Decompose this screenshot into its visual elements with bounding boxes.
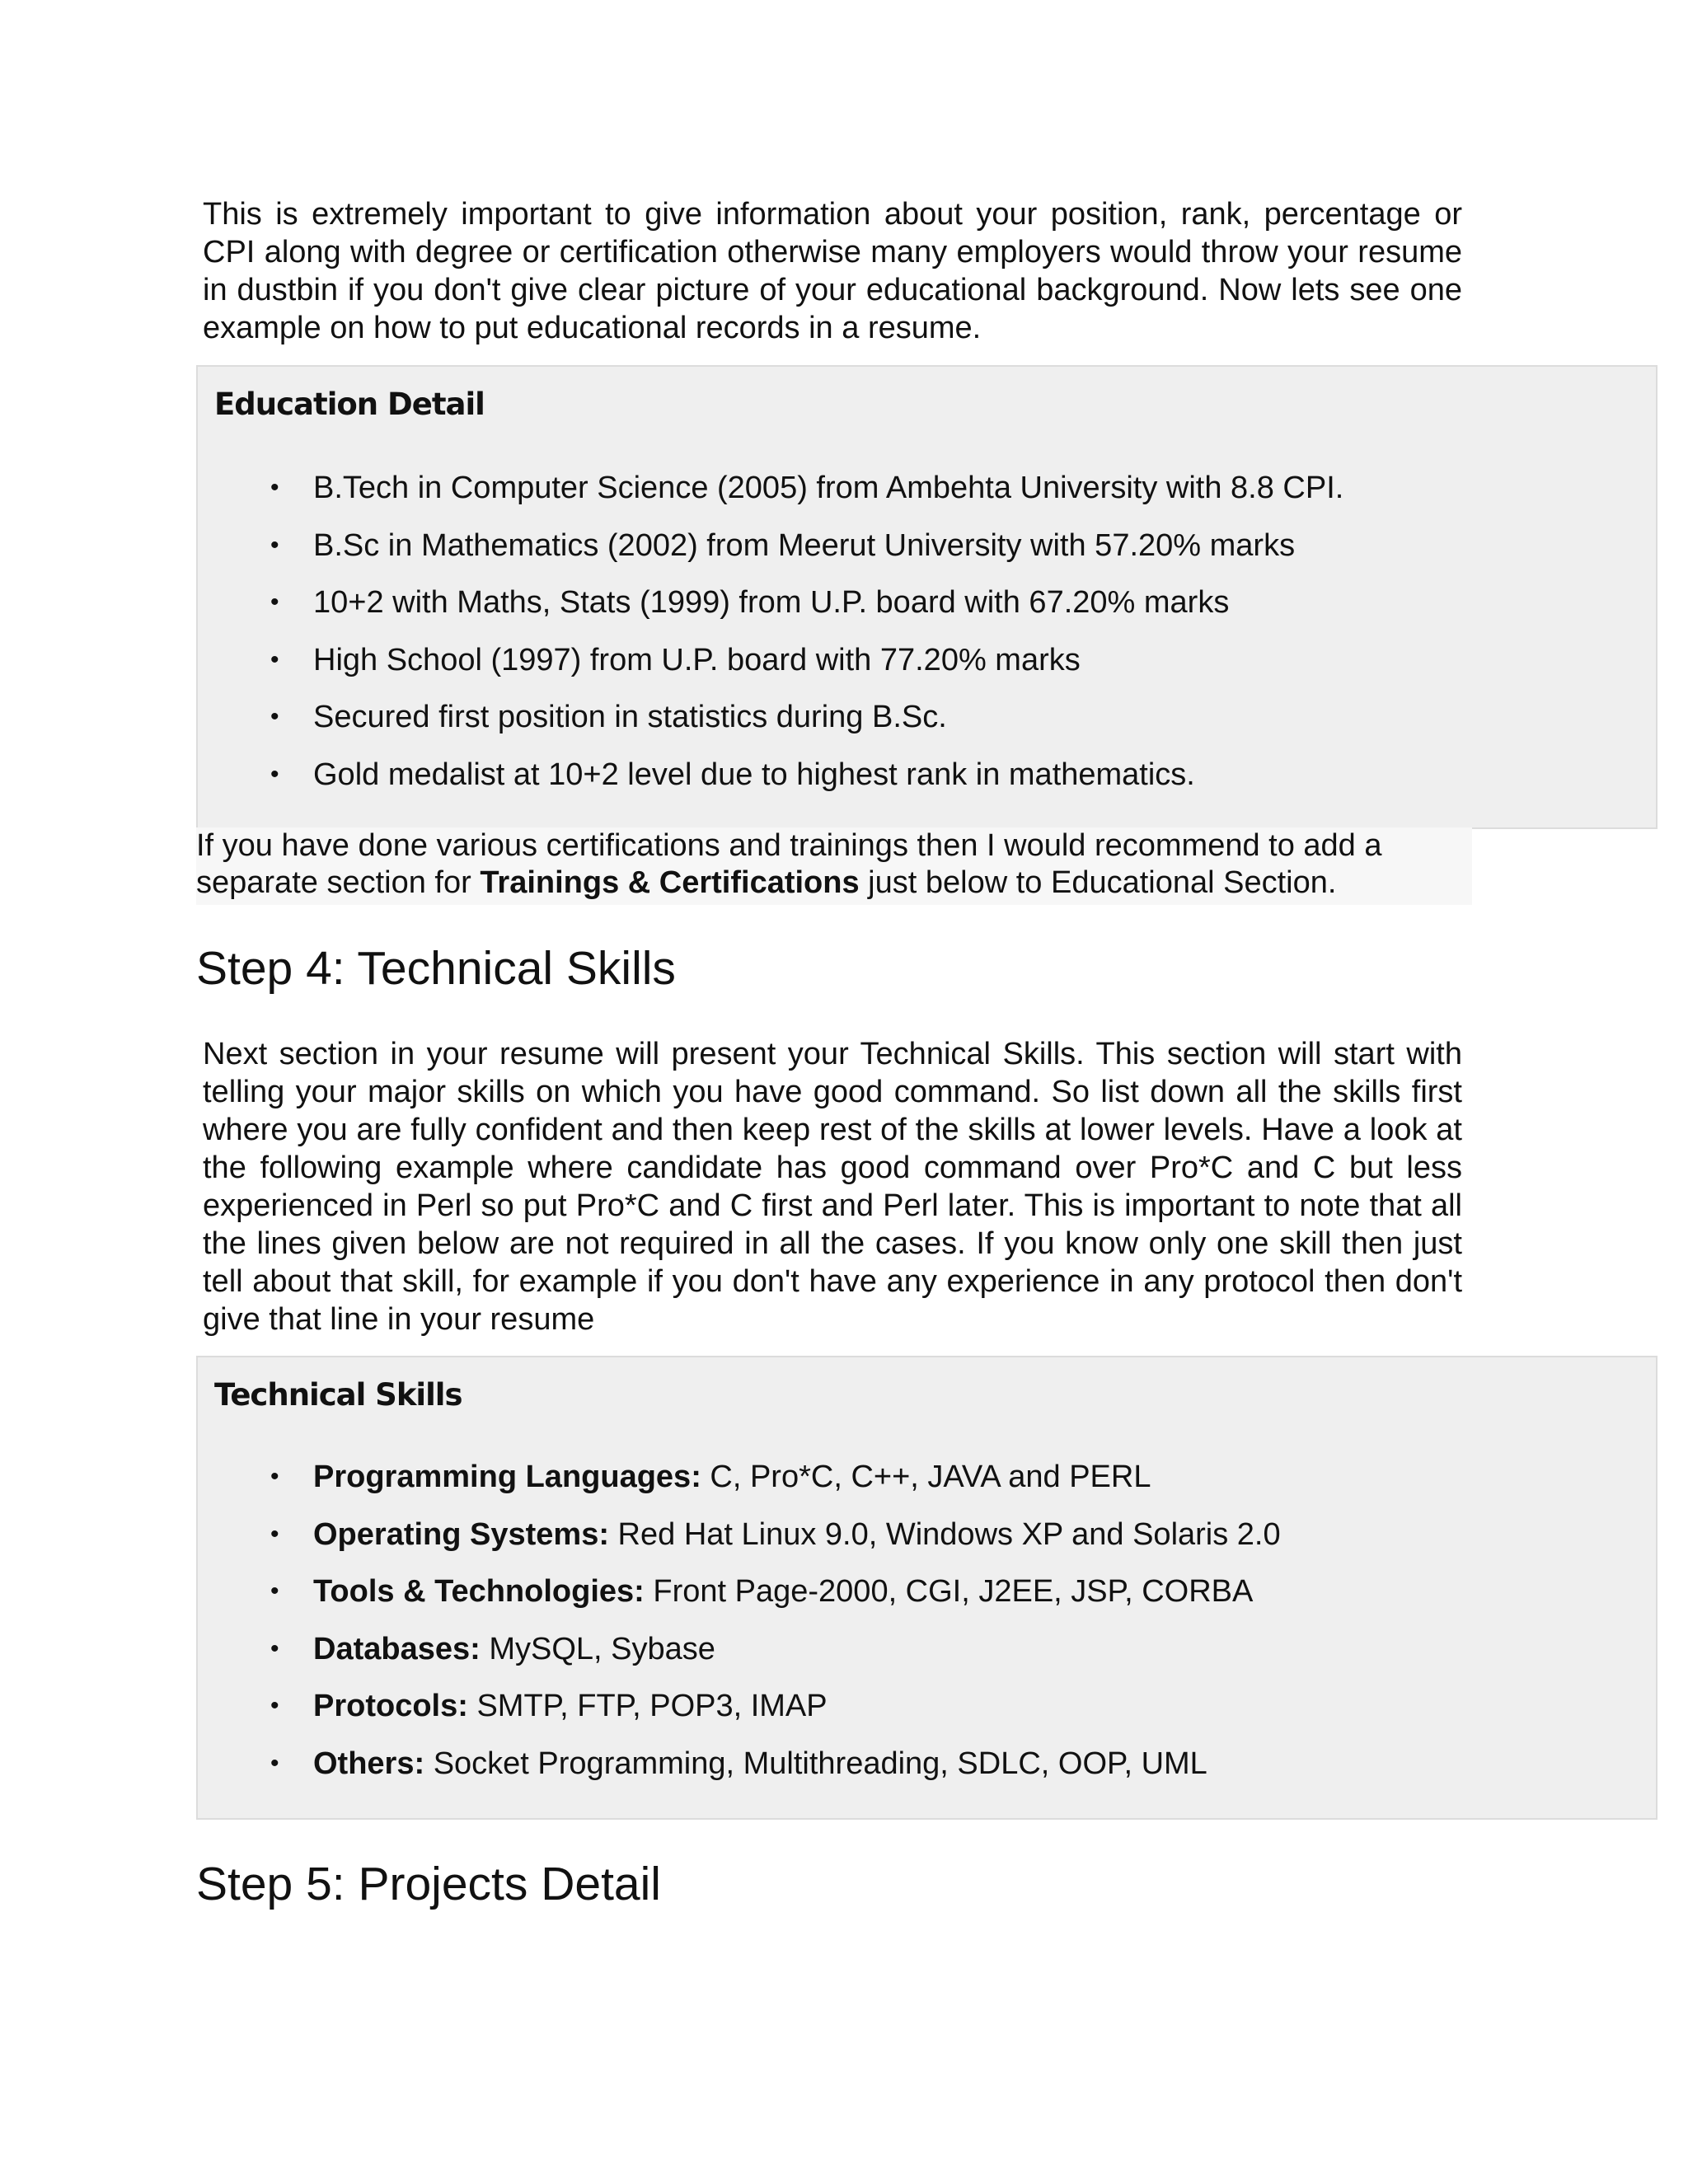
bullet-icon: • — [270, 1520, 279, 1548]
technical-skills-box — [196, 1356, 1658, 1820]
step4-heading: Step 4: Technical Skills — [196, 942, 676, 995]
bullet-icon: • — [270, 474, 279, 501]
bullet-icon: • — [270, 531, 279, 559]
skills-paragraph: Next section in your resume will present your Technical Skills. This section will start with telling your major skills on which you have good command. So list down all the skills first where you are fully confident and then keep rest of the skills at lower levels. Have a look at the following example where candidate has good command over Pro*C and C but less experienced in Perl so put Pro*C and C first and Perl later. This is important to note that all the lines given below are not required in all the cases. If you know only one skill then just tell about that skill, for example if you don't have any experience in any protocol then don't give that line in your resume — [203, 1037, 1462, 1337]
certification-note — [196, 827, 1472, 905]
certification-note-line-2: separate section for Trainings & Certifications just below to Educational Section. — [196, 865, 1337, 900]
list-item: • Gold medalist at 10+2 level due to highest rank in mathematics. — [270, 757, 1195, 792]
list-item: • B.Tech in Computer Science (2005) from Ambehta University with 8.8 CPI. — [270, 471, 1344, 505]
certification-note-line-1: If you have done various certifications and trainings then I would recommend to add a — [196, 828, 1382, 863]
bullet-icon: • — [270, 1692, 279, 1720]
list-item: • Others: Socket Programming, Multithreading, SDLC, OOP, UML — [270, 1746, 1207, 1781]
bullet-icon: • — [270, 1577, 279, 1605]
bullet-icon: • — [270, 645, 279, 673]
education-box-title: Education Detail — [214, 387, 485, 422]
list-item: • 10+2 with Maths, Stats (1999) from U.P. board with 67.20% marks — [270, 585, 1230, 621]
list-item: • Secured first position in statistics during B.Sc. — [270, 700, 947, 735]
education-list — [198, 469, 1656, 813]
list-item: • Protocols: SMTP, FTP, POP3, IMAP — [270, 1689, 828, 1724]
bullet-icon: • — [270, 703, 279, 731]
list-item: • Tools & Technologies: Front Page-2000, CGI, J2EE, JSP, CORBA — [270, 1574, 1254, 1610]
step5-heading: Step 5: Projects Detail — [196, 1858, 661, 1910]
skills-box-title: Technical Skills — [214, 1377, 462, 1413]
bullet-icon: • — [270, 1634, 279, 1662]
list-item: • B.Sc in Mathematics (2002) from Meerut University with 57.20% marks — [270, 527, 1296, 563]
intro-paragraph: This is extremely important to give information about your position, rank, percentage or CPI along with degree or certification otherwise many employers would throw your resume in dustbin if you don't give clear picture of your educational background. Now lets see one example on how to put educational records in a resume. — [203, 197, 1462, 345]
bullet-icon: • — [270, 760, 279, 788]
trainings-certifications-emphasis: Trainings & Certifications — [480, 865, 860, 900]
education-detail-box — [196, 365, 1658, 829]
list-item: • High School (1997) from U.P. board with 77.20% marks — [270, 642, 1081, 677]
bullet-icon: • — [270, 1749, 279, 1777]
list-item: • Operating Systems: Red Hat Linux 9.0, Windows XP and Solaris 2.0 — [270, 1516, 1281, 1552]
list-item: • Databases: MySQL, Sybase — [270, 1631, 715, 1666]
list-item: • Programming Languages: C, Pro*C, C++, JAVA and PERL — [270, 1460, 1151, 1494]
bullet-icon: • — [270, 588, 279, 616]
bullet-icon: • — [270, 1463, 279, 1490]
skills-list — [198, 1458, 1656, 1802]
